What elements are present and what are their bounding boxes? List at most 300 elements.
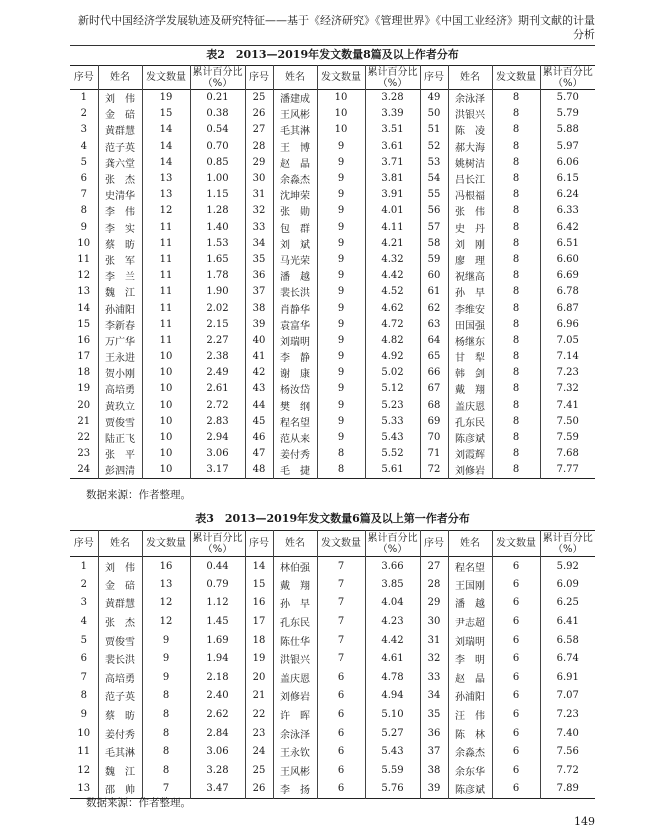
paper-count-cell: 6 xyxy=(317,687,365,706)
column-header: 姓名 xyxy=(448,66,492,90)
column-header: 发文数量 xyxy=(492,66,540,90)
cumulative-percent-cell: 7.41 xyxy=(540,397,595,413)
rank-cell: 42 xyxy=(245,365,273,381)
paper-count-cell: 8 xyxy=(492,349,540,365)
cumulative-percent-cell: 3.71 xyxy=(365,154,420,170)
author-name-cell: 邵 帅 xyxy=(98,780,142,799)
cumulative-percent-cell: 5.59 xyxy=(365,761,420,780)
paper-count-cell: 8 xyxy=(492,170,540,186)
cumulative-percent-cell: 4.01 xyxy=(365,203,420,219)
rank-cell: 1 xyxy=(70,90,98,106)
paper-count-cell: 9 xyxy=(142,631,190,650)
rank-cell: 59 xyxy=(420,251,448,267)
author-name-cell: 杨汝岱 xyxy=(273,381,317,397)
cumulative-percent-cell: 4.72 xyxy=(365,316,420,332)
cumulative-percent-cell: 0.54 xyxy=(190,122,245,138)
cumulative-percent-cell: 5.43 xyxy=(365,429,420,445)
author-name-cell: 裴长洪 xyxy=(273,284,317,300)
paper-count-cell: 8 xyxy=(142,705,190,724)
paper-count-cell: 8 xyxy=(317,446,365,462)
author-name-cell: 王风彬 xyxy=(273,761,317,780)
paper-count-cell: 10 xyxy=(142,413,190,429)
cumulative-percent-cell: 5.88 xyxy=(540,122,595,138)
author-name-cell: 王 博 xyxy=(273,138,317,154)
paper-count-cell: 8 xyxy=(142,761,190,780)
table2-note: 数据来源：作者整理。 xyxy=(86,489,191,501)
author-name-cell: 毛 捷 xyxy=(273,462,317,478)
table-row xyxy=(70,724,595,743)
table-row xyxy=(70,203,595,219)
rank-cell: 41 xyxy=(245,349,273,365)
author-name-cell: 冯根福 xyxy=(448,187,492,203)
cumulative-percent-cell: 2.94 xyxy=(190,429,245,445)
table-row xyxy=(70,268,595,284)
rank-cell: 30 xyxy=(245,170,273,186)
author-name-cell: 孙浦阳 xyxy=(98,300,142,316)
paper-count-cell: 9 xyxy=(317,284,365,300)
rank-cell: 34 xyxy=(420,687,448,706)
cumulative-percent-cell: 2.83 xyxy=(190,413,245,429)
author-name-cell: 余东华 xyxy=(448,761,492,780)
author-name-cell: 贺小刚 xyxy=(98,365,142,381)
paper-count-cell: 8 xyxy=(492,106,540,122)
rank-cell: 36 xyxy=(245,268,273,284)
cumulative-percent-cell: 3.28 xyxy=(190,761,245,780)
author-name-cell: 陈彦斌 xyxy=(448,429,492,445)
rank-cell: 62 xyxy=(420,300,448,316)
cumulative-percent-cell: 3.85 xyxy=(365,575,420,594)
author-name-cell: 陈 凌 xyxy=(448,122,492,138)
cumulative-percent-cell: 5.43 xyxy=(365,742,420,761)
author-name-cell: 蔡 昉 xyxy=(98,705,142,724)
paper-count-cell: 9 xyxy=(317,251,365,267)
author-name-cell: 范从来 xyxy=(273,429,317,445)
author-name-cell: 廖 理 xyxy=(448,251,492,267)
author-name-cell: 程名望 xyxy=(448,557,492,576)
author-name-cell: 潘 越 xyxy=(273,268,317,284)
column-header: 发文数量 xyxy=(317,66,365,90)
paper-count-cell: 9 xyxy=(317,365,365,381)
paper-count-cell: 8 xyxy=(492,413,540,429)
table-row xyxy=(70,429,595,445)
paper-count-cell: 10 xyxy=(142,365,190,381)
table-row xyxy=(70,631,595,650)
rank-cell: 15 xyxy=(245,575,273,594)
cumulative-percent-cell: 6.33 xyxy=(540,203,595,219)
paper-count-cell: 9 xyxy=(317,235,365,251)
column-header: 姓名 xyxy=(448,531,492,557)
author-name-cell: 彭泗清 xyxy=(98,462,142,478)
column-header: 姓名 xyxy=(98,66,142,90)
cumulative-percent-cell: 3.28 xyxy=(365,90,420,106)
table-row xyxy=(70,154,595,170)
paper-count-cell: 13 xyxy=(142,170,190,186)
paper-count-cell: 6 xyxy=(317,668,365,687)
rank-cell: 27 xyxy=(245,122,273,138)
author-name-cell: 潘建成 xyxy=(273,90,317,106)
author-name-cell: 姜付秀 xyxy=(273,446,317,462)
paper-count-cell: 9 xyxy=(317,429,365,445)
rank-cell: 39 xyxy=(245,316,273,332)
author-name-cell: 黄玖立 xyxy=(98,397,142,413)
table3-caption: 表3 2013—2019年发文数量6篇及以上第一作者分布 xyxy=(195,512,470,525)
table2-caption: 表2 2013—2019年发文数量8篇及以上作者分布 xyxy=(206,48,459,61)
cumulative-percent-cell: 5.61 xyxy=(365,462,420,478)
table-row xyxy=(70,300,595,316)
rank-cell: 28 xyxy=(420,575,448,594)
author-name-cell: 张 杰 xyxy=(98,612,142,631)
rank-cell: 11 xyxy=(70,742,98,761)
author-name-cell: 张 勋 xyxy=(273,203,317,219)
paper-count-cell: 8 xyxy=(492,365,540,381)
author-name-cell: 刘 伟 xyxy=(98,557,142,576)
rank-cell: 6 xyxy=(70,649,98,668)
paper-count-cell: 7 xyxy=(317,594,365,613)
cumulative-percent-cell: 4.11 xyxy=(365,219,420,235)
table-row xyxy=(70,381,595,397)
cumulative-percent-cell: 1.28 xyxy=(190,203,245,219)
cumulative-percent-cell: 6.87 xyxy=(540,300,595,316)
rank-cell: 8 xyxy=(70,687,98,706)
author-name-cell: 李 伟 xyxy=(98,203,142,219)
rank-cell: 16 xyxy=(70,332,98,348)
paper-count-cell: 6 xyxy=(492,761,540,780)
cumulative-percent-cell: 4.92 xyxy=(365,349,420,365)
rank-cell: 32 xyxy=(420,649,448,668)
paper-count-cell: 8 xyxy=(492,90,540,106)
author-name-cell: 李 静 xyxy=(273,349,317,365)
rank-cell: 50 xyxy=(420,106,448,122)
author-name-cell: 毛其淋 xyxy=(273,122,317,138)
table-row xyxy=(70,138,595,154)
paper-count-cell: 19 xyxy=(142,90,190,106)
author-name-cell: 陈 林 xyxy=(448,724,492,743)
cumulative-percent-cell: 1.90 xyxy=(190,284,245,300)
paper-count-cell: 6 xyxy=(317,724,365,743)
table-row xyxy=(70,462,595,478)
cumulative-percent-cell: 1.78 xyxy=(190,268,245,284)
paper-count-cell: 10 xyxy=(142,446,190,462)
column-header: 发文数量 xyxy=(142,531,190,557)
rank-cell: 30 xyxy=(420,612,448,631)
author-name-cell: 田国强 xyxy=(448,316,492,332)
author-name-cell: 赵 晶 xyxy=(448,668,492,687)
cumulative-percent-cell: 2.49 xyxy=(190,365,245,381)
rank-cell: 4 xyxy=(70,612,98,631)
header-row xyxy=(70,531,595,557)
cumulative-percent-cell: 5.33 xyxy=(365,413,420,429)
author-name-cell: 李 实 xyxy=(98,219,142,235)
author-name-cell: 杨继东 xyxy=(448,332,492,348)
author-name-cell: 李 扬 xyxy=(273,780,317,799)
table3 xyxy=(70,530,595,799)
author-name-cell: 樊 纲 xyxy=(273,397,317,413)
author-name-cell: 贾俊雪 xyxy=(98,413,142,429)
rank-cell: 21 xyxy=(245,687,273,706)
rank-cell: 18 xyxy=(245,631,273,650)
rank-cell: 2 xyxy=(70,106,98,122)
page-number: 149 xyxy=(574,815,595,828)
author-name-cell: 余泳泽 xyxy=(273,724,317,743)
author-name-cell: 刘 斌 xyxy=(273,235,317,251)
author-name-cell: 刘修岩 xyxy=(273,687,317,706)
rank-cell: 29 xyxy=(420,594,448,613)
rank-cell: 53 xyxy=(420,154,448,170)
author-name-cell: 马光荣 xyxy=(273,251,317,267)
cumulative-percent-cell: 3.47 xyxy=(190,780,245,799)
cumulative-percent-cell: 2.40 xyxy=(190,687,245,706)
cumulative-percent-cell: 3.06 xyxy=(190,446,245,462)
cumulative-percent-cell: 7.23 xyxy=(540,705,595,724)
table3-header xyxy=(70,531,595,557)
cumulative-percent-cell: 7.56 xyxy=(540,742,595,761)
cumulative-percent-cell: 7.59 xyxy=(540,429,595,445)
cumulative-percent-cell: 3.51 xyxy=(365,122,420,138)
table-row xyxy=(70,742,595,761)
author-name-cell: 潘 越 xyxy=(448,594,492,613)
author-name-cell: 汪 伟 xyxy=(448,705,492,724)
cumulative-percent-cell: 4.78 xyxy=(365,668,420,687)
cumulative-percent-cell: 6.24 xyxy=(540,187,595,203)
rank-cell: 10 xyxy=(70,724,98,743)
rank-cell: 26 xyxy=(245,106,273,122)
rank-cell: 33 xyxy=(245,219,273,235)
rank-cell: 35 xyxy=(420,705,448,724)
rank-cell: 5 xyxy=(70,154,98,170)
cumulative-percent-cell: 7.89 xyxy=(540,780,595,799)
paper-count-cell: 8 xyxy=(492,332,540,348)
rank-cell: 7 xyxy=(70,187,98,203)
paper-count-cell: 6 xyxy=(492,705,540,724)
paper-count-cell: 9 xyxy=(317,332,365,348)
table-row xyxy=(70,649,595,668)
cumulative-percent-cell: 0.44 xyxy=(190,557,245,576)
rank-cell: 39 xyxy=(420,780,448,799)
table-row xyxy=(70,668,595,687)
table-row xyxy=(70,187,595,203)
rank-cell: 20 xyxy=(245,668,273,687)
rank-cell: 56 xyxy=(420,203,448,219)
rank-cell: 34 xyxy=(245,235,273,251)
paper-count-cell: 9 xyxy=(317,219,365,235)
paper-count-cell: 14 xyxy=(142,138,190,154)
rank-cell: 13 xyxy=(70,284,98,300)
rank-cell: 69 xyxy=(420,413,448,429)
column-header: 姓名 xyxy=(98,531,142,557)
rank-cell: 67 xyxy=(420,381,448,397)
rank-cell: 61 xyxy=(420,284,448,300)
rank-cell: 5 xyxy=(70,631,98,650)
cumulative-percent-cell: 4.42 xyxy=(365,268,420,284)
paper-count-cell: 6 xyxy=(492,575,540,594)
rank-cell: 10 xyxy=(70,235,98,251)
paper-count-cell: 8 xyxy=(492,251,540,267)
author-name-cell: 张 平 xyxy=(98,446,142,462)
cumulative-percent-cell: 2.18 xyxy=(190,668,245,687)
author-name-cell: 袁富华 xyxy=(273,316,317,332)
rank-cell: 52 xyxy=(420,138,448,154)
rank-cell: 47 xyxy=(245,446,273,462)
cumulative-percent-cell: 6.74 xyxy=(540,649,595,668)
paper-count-cell: 8 xyxy=(492,300,540,316)
paper-count-cell: 8 xyxy=(492,429,540,445)
cumulative-percent-cell: 7.68 xyxy=(540,446,595,462)
cumulative-percent-cell: 7.05 xyxy=(540,332,595,348)
cumulative-percent-cell: 3.39 xyxy=(365,106,420,122)
paper-count-cell: 9 xyxy=(317,316,365,332)
paper-count-cell: 6 xyxy=(492,557,540,576)
rank-cell: 22 xyxy=(245,705,273,724)
table-row xyxy=(70,332,595,348)
cumulative-percent-cell: 7.32 xyxy=(540,381,595,397)
column-header: 累计百分比（%） xyxy=(190,66,245,90)
paper-count-cell: 6 xyxy=(317,761,365,780)
author-name-cell: 刘霞辉 xyxy=(448,446,492,462)
rank-cell: 9 xyxy=(70,705,98,724)
author-name-cell: 戴 翔 xyxy=(273,575,317,594)
table-row xyxy=(70,251,595,267)
cumulative-percent-cell: 3.91 xyxy=(365,187,420,203)
cumulative-percent-cell: 5.02 xyxy=(365,365,420,381)
column-header: 累计百分比（%） xyxy=(365,66,420,90)
author-name-cell: 刘 刚 xyxy=(448,235,492,251)
author-name-cell: 程名望 xyxy=(273,413,317,429)
author-name-cell: 刘瑞明 xyxy=(448,631,492,650)
paper-count-cell: 8 xyxy=(492,268,540,284)
paper-count-cell: 14 xyxy=(142,122,190,138)
paper-count-cell: 10 xyxy=(142,462,190,478)
paper-count-cell: 6 xyxy=(492,780,540,799)
table-row xyxy=(70,235,595,251)
cumulative-percent-cell: 4.42 xyxy=(365,631,420,650)
rank-cell: 71 xyxy=(420,446,448,462)
column-header: 累计百分比（%） xyxy=(365,531,420,557)
table-row xyxy=(70,349,595,365)
rank-cell: 55 xyxy=(420,187,448,203)
running-header: 新时代中国经济学发展轨迹及研究特征——基于《经济研究》《管理世界》《中国工业经济》期刊文献的计量分析 xyxy=(70,14,595,46)
rank-cell: 27 xyxy=(420,557,448,576)
paper-count-cell: 10 xyxy=(317,106,365,122)
rank-cell: 31 xyxy=(245,187,273,203)
table2-body xyxy=(70,90,595,479)
table-row xyxy=(70,575,595,594)
cumulative-percent-cell: 6.78 xyxy=(540,284,595,300)
rank-cell: 1 xyxy=(70,557,98,576)
rank-cell: 26 xyxy=(245,780,273,799)
paper-count-cell: 9 xyxy=(317,187,365,203)
table-row xyxy=(70,594,595,613)
table-row xyxy=(70,705,595,724)
paper-count-cell: 6 xyxy=(492,612,540,631)
cumulative-percent-cell: 6.60 xyxy=(540,251,595,267)
author-name-cell: 戴 翔 xyxy=(448,381,492,397)
author-name-cell: 蔡 昉 xyxy=(98,235,142,251)
paper-count-cell: 8 xyxy=(492,446,540,462)
cumulative-percent-cell: 0.70 xyxy=(190,138,245,154)
column-header: 累计百分比（%） xyxy=(540,531,595,557)
rank-cell: 9 xyxy=(70,219,98,235)
rank-cell: 70 xyxy=(420,429,448,445)
rank-cell: 51 xyxy=(420,122,448,138)
table-row xyxy=(70,365,595,381)
paper-count-cell: 10 xyxy=(142,429,190,445)
cumulative-percent-cell: 4.23 xyxy=(365,612,420,631)
rank-cell: 57 xyxy=(420,219,448,235)
paper-count-cell: 11 xyxy=(142,268,190,284)
cumulative-percent-cell: 7.72 xyxy=(540,761,595,780)
cumulative-percent-cell: 4.82 xyxy=(365,332,420,348)
paper-count-cell: 9 xyxy=(317,397,365,413)
paper-count-cell: 9 xyxy=(317,138,365,154)
table-row xyxy=(70,557,595,576)
column-header: 累计百分比（%） xyxy=(190,531,245,557)
cumulative-percent-cell: 5.52 xyxy=(365,446,420,462)
cumulative-percent-cell: 4.61 xyxy=(365,649,420,668)
paper-count-cell: 9 xyxy=(317,300,365,316)
paper-count-cell: 10 xyxy=(317,122,365,138)
author-name-cell: 包 群 xyxy=(273,219,317,235)
rank-cell: 23 xyxy=(245,724,273,743)
paper-count-cell: 8 xyxy=(492,203,540,219)
paper-count-cell: 7 xyxy=(317,649,365,668)
rank-cell: 36 xyxy=(420,724,448,743)
rank-cell: 14 xyxy=(245,557,273,576)
cumulative-percent-cell: 6.91 xyxy=(540,668,595,687)
author-name-cell: 黄群慧 xyxy=(98,594,142,613)
paper-count-cell: 6 xyxy=(317,705,365,724)
table-row xyxy=(70,397,595,413)
author-name-cell: 史 丹 xyxy=(448,219,492,235)
column-header: 累计百分比（%） xyxy=(540,66,595,90)
paper-count-cell: 9 xyxy=(317,413,365,429)
author-name-cell: 范子英 xyxy=(98,138,142,154)
cumulative-percent-cell: 3.61 xyxy=(365,138,420,154)
cumulative-percent-cell: 7.14 xyxy=(540,349,595,365)
author-name-cell: 孔东民 xyxy=(273,612,317,631)
rank-cell: 63 xyxy=(420,316,448,332)
cumulative-percent-cell: 2.38 xyxy=(190,349,245,365)
rank-cell: 20 xyxy=(70,397,98,413)
paper-count-cell: 8 xyxy=(492,462,540,478)
paper-count-cell: 16 xyxy=(142,557,190,576)
author-name-cell: 洪银兴 xyxy=(448,106,492,122)
author-name-cell: 高培勇 xyxy=(98,668,142,687)
paper-count-cell: 8 xyxy=(317,462,365,478)
rank-cell: 64 xyxy=(420,332,448,348)
cumulative-percent-cell: 6.15 xyxy=(540,170,595,186)
cumulative-percent-cell: 7.77 xyxy=(540,462,595,478)
cumulative-percent-cell: 6.42 xyxy=(540,219,595,235)
cumulative-percent-cell: 4.21 xyxy=(365,235,420,251)
paper-count-cell: 11 xyxy=(142,219,190,235)
rank-cell: 4 xyxy=(70,138,98,154)
column-header: 姓名 xyxy=(273,531,317,557)
paper-count-cell: 6 xyxy=(492,742,540,761)
author-name-cell: 王国刚 xyxy=(448,575,492,594)
table-row xyxy=(70,90,595,106)
paper-count-cell: 6 xyxy=(492,668,540,687)
paper-count-cell: 8 xyxy=(492,397,540,413)
table-row xyxy=(70,284,595,300)
column-header: 发文数量 xyxy=(317,531,365,557)
column-header: 序号 xyxy=(245,531,273,557)
cumulative-percent-cell: 5.12 xyxy=(365,381,420,397)
author-name-cell: 余泳泽 xyxy=(448,90,492,106)
rank-cell: 28 xyxy=(245,138,273,154)
paper-count-cell: 6 xyxy=(492,594,540,613)
cumulative-percent-cell: 0.85 xyxy=(190,154,245,170)
cumulative-percent-cell: 6.41 xyxy=(540,612,595,631)
